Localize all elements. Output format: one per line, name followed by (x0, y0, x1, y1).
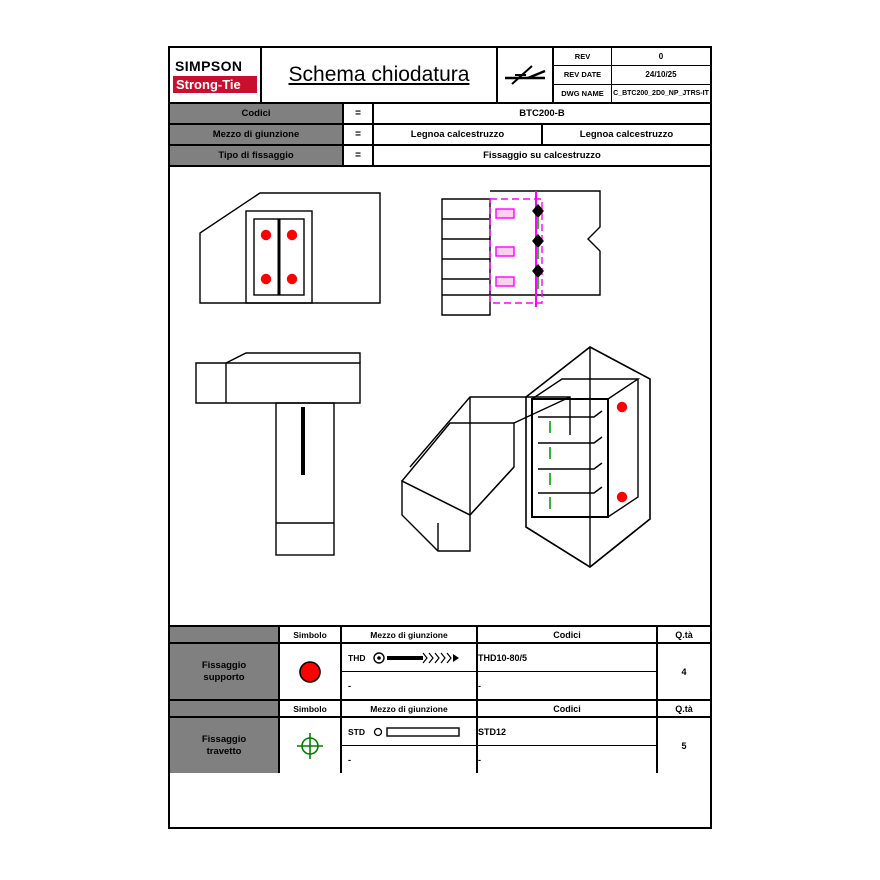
screw-icon (371, 650, 463, 666)
legend-header-codici: Codici (478, 627, 658, 642)
info-value-codici: BTC200-B (519, 108, 565, 119)
legend-qta-value: 4 (681, 666, 687, 677)
info-value-mezzo-2: Legnoa calcestruzzo (579, 129, 674, 140)
red-filled-circle-icon (280, 644, 342, 699)
rev-label: REV (554, 48, 612, 65)
info-eq-codici: = (344, 104, 374, 123)
legend-codici-row-1 (478, 644, 656, 672)
info-label-codici: Codici (170, 104, 344, 123)
red-circle-svg (297, 659, 323, 685)
legend-mezzo-row-2 (342, 672, 476, 699)
legend-body-row (170, 644, 710, 699)
legend2-codici-row-2 (478, 746, 656, 773)
info-label-tipo: Tipo di fissaggio (170, 146, 344, 165)
legend-codici-column (478, 644, 658, 699)
legend-fissaggio-supporto (170, 627, 710, 701)
isometric-3d-view (402, 347, 650, 567)
legend2-codici-value-1: STD12 (478, 726, 507, 737)
legend-fissaggio-travetto (170, 701, 710, 773)
drawing-title (262, 48, 498, 102)
dowel-icon (371, 724, 463, 740)
legend2-header-row (170, 701, 710, 718)
legend2-header-simbolo: Simbolo (280, 701, 342, 716)
legend-mezzo-column (342, 644, 478, 699)
rev-date-value: 24/10/25 (645, 70, 677, 80)
crosshair-svg (296, 732, 324, 760)
green-crosshair-circle-icon (280, 718, 342, 773)
info-eq-tipo: = (344, 146, 374, 165)
legend-codici-value-2: - (478, 680, 481, 691)
legend2-mezzo-row-2 (342, 746, 476, 773)
legend-row-label-line2: supporto (203, 671, 245, 683)
legend2-header-codici: Codici (478, 701, 658, 716)
info-value-mezzo-1: Legnoa calcestruzzo (374, 125, 543, 144)
drawing-title-text: Schema chiodatura (288, 63, 470, 86)
info-row-tipo (170, 146, 710, 167)
legend2-mezzo-code-2: - (348, 754, 351, 765)
legend2-row-label-line2: travetto (206, 745, 242, 757)
legend2-codici-row-1 (478, 718, 656, 746)
legend-header-spacer (170, 627, 280, 642)
logo-simpson-text: SIMPSON (175, 57, 243, 74)
title-block (170, 48, 710, 104)
legend-row-label (170, 644, 280, 699)
rev-date-row (554, 66, 710, 84)
drawing-sheet (168, 46, 712, 829)
rev-value: 0 (658, 52, 664, 62)
legend2-codici-value-2: - (478, 754, 481, 765)
plan-view (196, 353, 360, 555)
drawing-svg (170, 167, 710, 625)
info-value-tipo: Fissaggio su calcestruzzo (483, 150, 601, 161)
weld-symbol-svg (502, 58, 548, 92)
legend-header-simbolo: Simbolo (280, 627, 342, 642)
info-label-mezzo: Mezzo di giunzione (170, 125, 344, 144)
legend2-codici-column (478, 718, 658, 773)
legend-header-row (170, 627, 710, 644)
weld-symbol-icon (498, 48, 554, 102)
info-eq-mezzo: = (344, 125, 374, 144)
technical-drawing-views (170, 167, 710, 627)
logo-strongtie-text: Strong-Tie (173, 76, 257, 93)
legend-header-qta: Q.tà (675, 629, 693, 640)
legend-codici-value-1: THD10-80/5 (478, 652, 528, 663)
dwg-name-label: DWG NAME (554, 85, 612, 102)
rev-date-label: REV DATE (554, 66, 612, 83)
legend-row-label-line1: Fissaggio (201, 659, 247, 671)
legend-mezzo-code-2: - (348, 680, 351, 691)
info-row-mezzo (170, 125, 710, 146)
legend2-header-spacer (170, 701, 280, 716)
dwg-name-value: C_BTC200_2D0_NP_JTRS-IT (613, 89, 709, 97)
legend-codici-row-2 (478, 672, 656, 699)
legend-header-mezzo: Mezzo di giunzione (342, 627, 478, 642)
legend-mezzo-code-1: THD (348, 652, 366, 663)
revision-table (554, 48, 710, 102)
side-section-view (442, 191, 600, 315)
company-logo (170, 48, 262, 102)
rev-row (554, 48, 710, 66)
legend2-qta-value: 5 (681, 740, 687, 751)
legend2-mezzo-code-1: STD (348, 726, 365, 737)
info-row-codici (170, 104, 710, 125)
dwg-name-row (554, 85, 710, 102)
legend2-mezzo-column (342, 718, 478, 773)
legend-mezzo-row-1 (342, 644, 476, 672)
legend2-row-label (170, 718, 280, 773)
legend2-body-row (170, 718, 710, 773)
front-elevation-view (200, 193, 380, 303)
legend2-mezzo-row-1 (342, 718, 476, 746)
legend2-header-qta: Q.tà (675, 703, 693, 714)
legend2-header-mezzo: Mezzo di giunzione (342, 701, 478, 716)
legend2-row-label-line1: Fissaggio (201, 733, 247, 745)
